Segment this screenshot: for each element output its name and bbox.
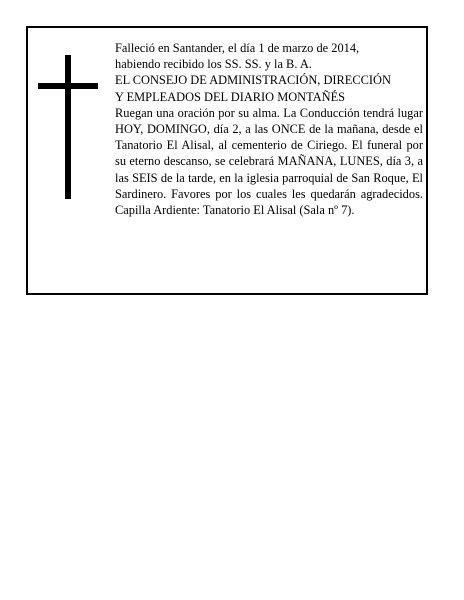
obituary-notice-frame [26, 26, 428, 295]
obituary-text [115, 40, 423, 218]
funeral-details: Ruegan una oración por su alma. La Conducción tendrá lugar HOY, DOMINGO, día 2, a las ONCE de la mañana, desde el Tanatorio El Alisal, al cementerio de Ciriego. El funeral por su eterno descanso, se celebrará MAÑANA, LUNES, día 3, a las SEIS de la tarde, en la iglesia parroquial de San Roque, El Sardinero. Favores por los cuales les quedarán agradecidos. Capilla Ardiente: Tanatorio El Alisal (Sala nº 7). [115, 105, 423, 218]
death-line: Falleció en Santander, el día 1 de marzo de 2014, [115, 41, 360, 55]
organization-line-2: Y EMPLEADOS DEL DIARIO MONTAÑÉS [115, 89, 346, 104]
cross-horizontal-bar [38, 83, 98, 89]
cross-vertical-bar [65, 55, 71, 199]
sacraments-line: habiendo recibido los SS. SS. y la B. A. [115, 57, 312, 72]
latin-cross-icon [38, 55, 98, 199]
organization-line-1: EL CONSEJO DE ADMINISTRACIÓN, DIRECCIÓN [115, 73, 391, 88]
